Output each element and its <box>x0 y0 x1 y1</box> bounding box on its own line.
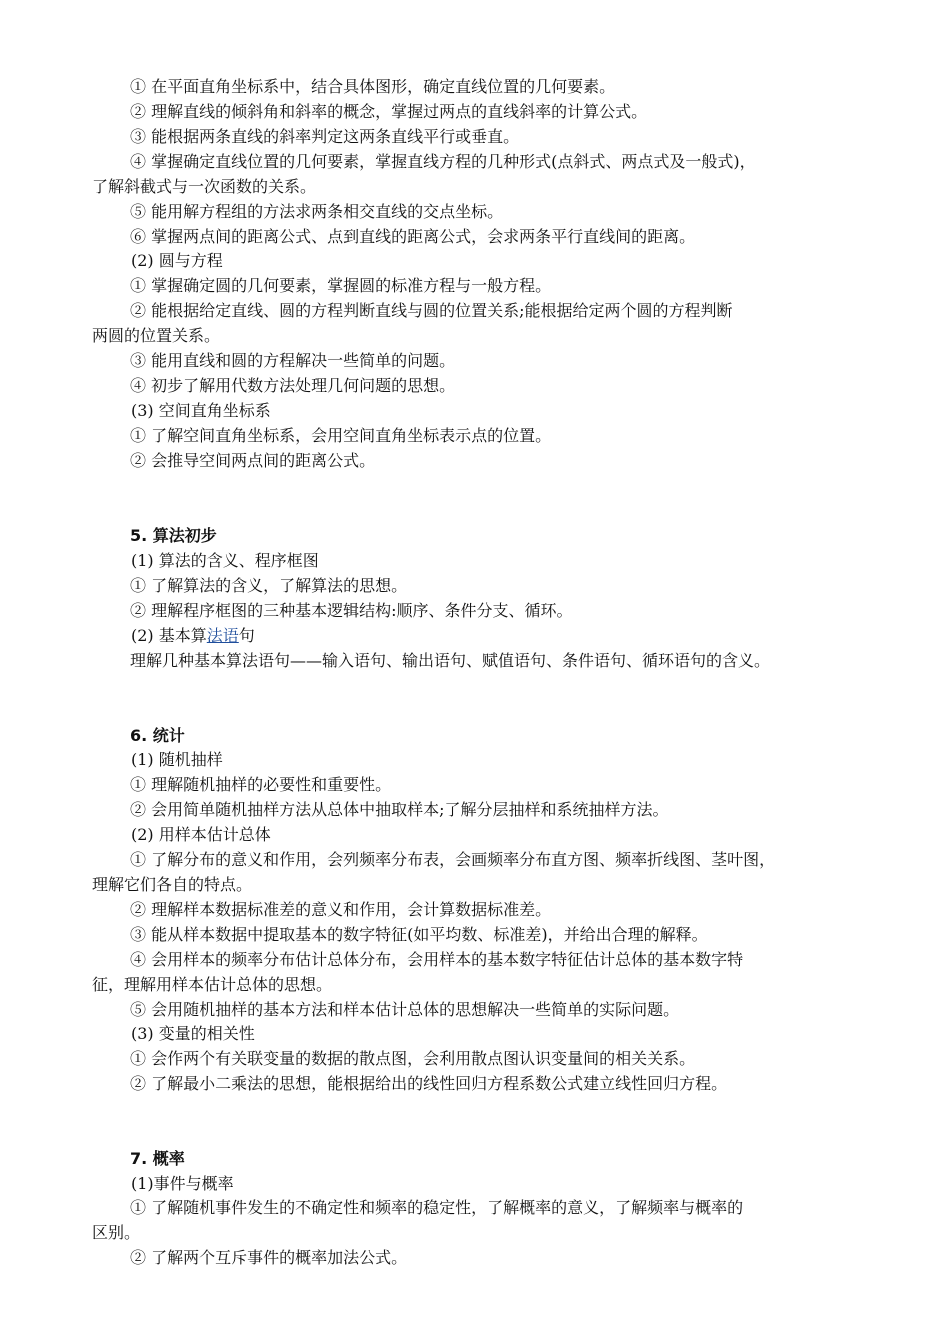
paragraph: ② 会推导空间两点间的距离公式。 <box>130 451 376 470</box>
paragraph: ① 了解随机事件发生的不确定性和频率的稳定性，了解概率的意义，了解频率与概率的 <box>130 1198 744 1217</box>
paragraph: ③ 能从样本数据中提取基本的数字特征(如平均数、标准差)，并给出合理的解释。 <box>130 925 708 944</box>
section-heading: 6. 统计 <box>130 726 185 745</box>
paragraph: ① 在平面直角坐标系中，结合具体图形，确定直线位置的几何要素。 <box>130 77 616 96</box>
paragraph: ② 理解样本数据标准差的意义和作用，会计算数据标准差。 <box>130 900 552 919</box>
paragraph-continuation: 征，理解用样本估计总体的思想。 <box>92 975 333 994</box>
paragraph: ② 了解最小二乘法的思想，能根据给出的线性回归方程系数公式建立线性回归方程。 <box>130 1074 728 1093</box>
paragraph: ② 理解程序框图的三种基本逻辑结构:顺序、条件分支、循环。 <box>130 601 573 620</box>
section-heading: 5. 算法初步 <box>130 526 217 545</box>
paragraph: ④ 初步了解用代数方法处理几何问题的思想。 <box>130 376 456 395</box>
paragraph: ② 会用简单随机抽样方法从总体中抽取样本;了解分层抽样和系统抽样方法。 <box>130 800 669 819</box>
paragraph: ② 能根据给定直线、圆的方程判断直线与圆的位置关系;能根据给定两个圆的方程判断 <box>130 301 733 320</box>
subheading-text: 句 <box>238 626 255 645</box>
paragraph: ② 理解直线的倾斜角和斜率的概念，掌握过两点的直线斜率的计算公式。 <box>130 102 648 121</box>
hyperlink[interactable]: 法语 <box>206 626 239 645</box>
section-heading: 7. 概率 <box>130 1149 185 1168</box>
paragraph: ⑥ 掌握两点间的距离公式、点到直线的距离公式，会求两条平行直线间的距离。 <box>130 227 696 246</box>
paragraph: ③ 能用直线和圆的方程解决一些简单的问题。 <box>130 351 456 370</box>
subheading: (2) 圆与方程 <box>131 251 223 270</box>
paragraph: ③ 能根据两条直线的斜率判定这两条直线平行或垂直。 <box>130 127 520 146</box>
paragraph-continuation: 区别。 <box>92 1223 141 1242</box>
subheading: (3) 变量的相关性 <box>131 1024 255 1043</box>
paragraph: ① 理解随机抽样的必要性和重要性。 <box>130 775 392 794</box>
paragraph-continuation: 了解斜截式与一次函数的关系。 <box>92 177 317 196</box>
paragraph-continuation: 两圆的位置关系。 <box>92 326 221 345</box>
paragraph: ① 了解算法的含义，了解算法的思想。 <box>130 576 408 595</box>
paragraph: ⑤ 能用解方程组的方法求两条相交直线的交点坐标。 <box>130 202 504 221</box>
subheading: (3) 空间直角坐标系 <box>131 401 271 420</box>
paragraph: ① 会作两个有关联变量的数据的散点图，会利用散点图认识变量间的相关关系。 <box>130 1049 696 1068</box>
subheading: (1)事件与概率 <box>131 1174 234 1193</box>
subheading-text: (2) 基本算 <box>131 626 207 645</box>
paragraph: ① 了解分布的意义和作用，会列频率分布表，会画频率分布直方图、频率折线图、茎叶图， <box>130 850 776 869</box>
subheading: (2) 用样本估计总体 <box>131 825 271 844</box>
paragraph: ② 了解两个互斥事件的概率加法公式。 <box>130 1248 408 1267</box>
paragraph: ④ 掌握确定直线位置的几何要素，掌握直线方程的几种形式(点斜式、两点式及一般式)， <box>130 152 756 171</box>
paragraph: ④ 会用样本的频率分布估计总体分布，会用样本的基本数字特征估计总体的基本数字特 <box>130 950 744 969</box>
subheading: (1) 算法的含义、程序框图 <box>131 551 319 570</box>
subheading: (1) 随机抽样 <box>131 750 223 769</box>
paragraph: ① 掌握确定圆的几何要素，掌握圆的标准方程与一般方程。 <box>130 276 552 295</box>
paragraph: ⑤ 会用随机抽样的基本方法和样本估计总体的思想解决一些简单的实际问题。 <box>130 1000 680 1019</box>
paragraph-continuation: 理解它们各自的特点。 <box>92 875 253 894</box>
paragraph: 理解几种基本算法语句——输入语句、输出语句、赋值语句、条件语句、循环语句的含义。 <box>130 651 771 670</box>
paragraph: ① 了解空间直角坐标系，会用空间直角坐标表示点的位置。 <box>130 426 552 445</box>
subheading <box>131 626 255 646</box>
